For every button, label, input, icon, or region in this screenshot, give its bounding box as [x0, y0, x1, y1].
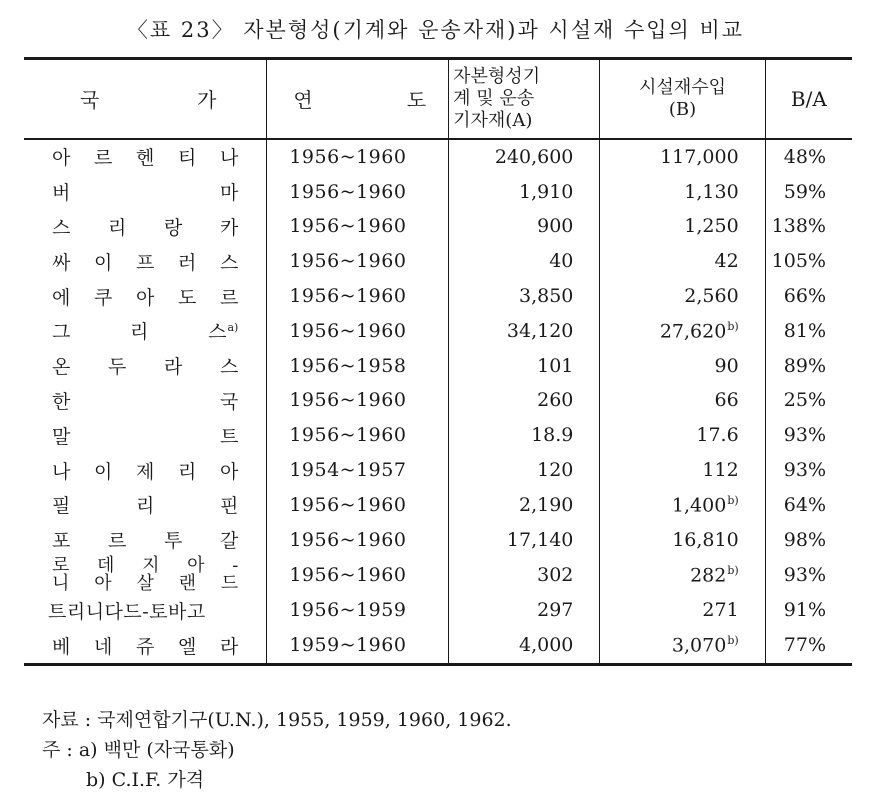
country-char: 도: [177, 286, 197, 309]
year-cell: 1956~1960: [267, 244, 449, 279]
table-row: [24, 453, 852, 488]
country-char: 말: [52, 425, 71, 448]
country-cell: [24, 628, 267, 664]
ratio-cell: 64%: [765, 487, 852, 522]
country-char: 필: [52, 495, 71, 518]
table-row: [24, 557, 852, 593]
country-char: 이: [93, 251, 113, 274]
equipment-import-value: 282: [690, 564, 727, 587]
equipment-import-cell: [600, 487, 765, 522]
country-char: 갈: [219, 530, 239, 553]
table-row: [24, 313, 852, 348]
equipment-import-value: 17.6: [696, 424, 739, 447]
country-char: 스: [219, 356, 239, 379]
equipment-import-value: 2,560: [684, 285, 739, 308]
header-country: [24, 59, 267, 139]
country-char: 르: [219, 286, 239, 309]
country-cell: [24, 557, 267, 593]
table-row: [24, 279, 852, 314]
country-cell: [24, 487, 267, 522]
country-cell: [24, 209, 267, 244]
year-cell: 1956~1960: [267, 557, 449, 593]
header-country-char: 국: [80, 88, 100, 113]
header-col-a-line: 자본형성기: [453, 65, 541, 87]
country-char: 온: [52, 356, 71, 379]
year-cell: 1959~1960: [267, 628, 449, 664]
country-char: 버: [52, 182, 71, 205]
country-char: 트: [219, 425, 239, 448]
year-cell: 1956~1960: [267, 522, 449, 557]
country-cell: [24, 174, 267, 209]
ratio-cell: 66%: [765, 279, 852, 314]
country-char: 네: [93, 635, 113, 658]
ratio-cell: 93%: [765, 453, 852, 488]
country-char: 랜: [178, 573, 197, 595]
ratio-cell: 93%: [765, 557, 852, 593]
ratio-cell: 138%: [765, 209, 852, 244]
country-cell: [24, 383, 267, 418]
country-char: 나: [219, 147, 239, 170]
country-char: 아: [52, 147, 71, 170]
equipment-import-cell: [600, 453, 765, 488]
country-char: 스: [52, 216, 71, 239]
table-row: [24, 209, 852, 244]
country-cell: [24, 593, 267, 628]
header-col-b-line: 시설재수입: [639, 76, 726, 98]
header-row: [24, 59, 852, 139]
country-cell: [24, 453, 267, 488]
equipment-import-cell: [600, 348, 765, 383]
header-country-char: 가: [196, 88, 217, 113]
country-char: 드: [220, 573, 239, 595]
year-cell: 1956~1960: [267, 174, 449, 209]
header-ratio-label: B/A: [790, 86, 827, 111]
country-char: 지: [142, 555, 160, 577]
equipment-import-value: 27,620: [659, 320, 727, 343]
year-cell: 1956~1960: [267, 209, 449, 244]
country-char: 리: [177, 460, 197, 483]
country-char: 데: [97, 555, 115, 577]
table-title: 〈표 23〉 자본형성(기계와 운송자재)과 시설재 수입의 비교: [126, 18, 745, 42]
country-char: 리: [107, 216, 127, 239]
country-name: 트리니다드-토바고: [48, 600, 206, 623]
capital-formation-cell: 18.9: [449, 418, 600, 453]
header-col-b-line: (B): [668, 98, 697, 120]
country-cell: [24, 244, 267, 279]
year-cell: 1956~1960: [267, 279, 449, 314]
capital-formation-cell: 120: [449, 453, 600, 488]
country-char: 두: [107, 356, 127, 379]
country-char: -: [232, 555, 239, 577]
country-char: 아: [94, 573, 112, 595]
country-char: 핀: [219, 495, 239, 518]
country-char: 쥬: [135, 635, 155, 658]
footnote-marker: a): [227, 321, 239, 335]
equipment-import-value: 271: [702, 599, 739, 622]
table-row: [24, 593, 852, 628]
country-char: 베: [52, 635, 71, 658]
year-cell: 1956~1958: [267, 348, 449, 383]
header-col-a-line: 기자재(A): [453, 109, 533, 131]
ratio-cell: 25%: [765, 383, 852, 418]
country-char: 마: [219, 182, 239, 205]
country-char: 르: [93, 147, 113, 170]
equipment-import-cell: [600, 313, 765, 348]
ratio-cell: 91%: [765, 593, 852, 628]
ratio-cell: 105%: [765, 244, 852, 279]
table-row: [24, 487, 852, 522]
equipment-import-cell: [600, 593, 765, 628]
table-body: [24, 139, 852, 665]
capital-formation-cell: 40: [449, 244, 600, 279]
equipment-import-value: 66: [714, 389, 739, 412]
equipment-import-cell: [600, 418, 765, 453]
capital-formation-cell: 3,850: [449, 279, 600, 314]
ratio-cell: 93%: [765, 418, 852, 453]
header-col-a-line: 계 및 운송: [453, 87, 535, 109]
country-char: 러: [177, 251, 197, 274]
equipment-import-value: 1,130: [684, 180, 739, 203]
equipment-import-value: 117,000: [660, 145, 739, 168]
equipment-import-cell: [600, 174, 765, 209]
capital-formation-cell: 302: [449, 557, 600, 593]
equipment-import-value: 16,810: [672, 528, 739, 551]
year-cell: 1956~1960: [267, 313, 449, 348]
country-cell: [24, 279, 267, 314]
table-row: [24, 244, 852, 279]
note-b: b) C.I.F. 가격: [86, 769, 205, 791]
equipment-import-cell: [600, 557, 765, 593]
capital-formation-cell: 297: [449, 593, 600, 628]
country-char: 엘: [177, 635, 197, 658]
country-char: 쿠: [93, 286, 113, 309]
country-char: 포: [52, 530, 71, 553]
table-row: [24, 418, 852, 453]
capital-formation-cell: 34,120: [449, 313, 600, 348]
capital-formation-cell: 17,140: [449, 522, 600, 557]
footnote-marker: b): [727, 634, 739, 648]
country-char: 투: [163, 530, 183, 553]
year-cell: 1956~1960: [267, 383, 449, 418]
year-cell: 1956~1959: [267, 593, 449, 628]
table-row: [24, 174, 852, 209]
year-cell: 1956~1960: [267, 418, 449, 453]
capital-formation-cell: 240,600: [449, 139, 600, 175]
equipment-import-value: 42: [714, 250, 739, 273]
country-char: 나: [52, 460, 71, 483]
year-cell: 1954~1957: [267, 453, 449, 488]
country-cell: [24, 348, 267, 383]
table-row: [24, 628, 852, 664]
equipment-import-value: 90: [714, 354, 739, 377]
country-char: 에: [52, 286, 71, 309]
country-char: 라: [163, 356, 183, 379]
equipment-import-cell: [600, 522, 765, 557]
country-char: 헨: [135, 147, 155, 170]
country-cell: [24, 418, 267, 453]
ratio-cell: 81%: [765, 313, 852, 348]
ratio-cell: 89%: [765, 348, 852, 383]
ratio-cell: 59%: [765, 174, 852, 209]
country-char: 로: [52, 555, 70, 577]
country-char: 라: [219, 635, 239, 658]
country-cell: [24, 522, 267, 557]
table-row: [24, 348, 852, 383]
country-char: 카: [219, 216, 239, 239]
country-char: 리: [130, 321, 149, 344]
country-char: 프: [135, 251, 155, 274]
source-note: 자료 : 국제연합기구(U.N.), 1955, 1959, 1960, 1962.: [42, 709, 512, 731]
header-year-char: 도: [406, 88, 427, 113]
equipment-import-cell: [600, 139, 765, 175]
equipment-import-value: 3,070: [671, 634, 727, 657]
header-year-char: 연: [293, 88, 313, 113]
country-char: 아: [219, 460, 239, 483]
year-cell: 1956~1960: [267, 139, 449, 175]
country-char: 티: [177, 147, 197, 170]
country-char: 한: [52, 390, 71, 413]
equipment-import-cell: [600, 209, 765, 244]
country-char: 살: [136, 573, 154, 595]
country-char: 아: [135, 286, 155, 309]
country-char-with-note: [208, 317, 238, 344]
table-row: [24, 139, 852, 175]
footnote-marker: b): [727, 493, 739, 507]
equipment-import-value: 1,250: [684, 215, 739, 238]
country-cell: [24, 313, 267, 348]
ratio-cell: 48%: [765, 139, 852, 175]
header-year: [267, 59, 449, 139]
country-char: 스: [219, 251, 239, 274]
country-char: 이: [93, 460, 113, 483]
ratio-cell: 77%: [765, 628, 852, 664]
year-cell: 1956~1960: [267, 487, 449, 522]
equipment-import-cell: [600, 628, 765, 664]
capital-formation-cell: 4,000: [449, 628, 600, 664]
capital-formation-cell: 260: [449, 383, 600, 418]
country-char: 니: [52, 573, 70, 595]
capital-formation-cell: 2,190: [449, 487, 600, 522]
country-char: 스: [208, 321, 227, 344]
country-cell: [24, 139, 267, 175]
footnote-marker: b): [727, 319, 739, 333]
country-char: 리: [135, 495, 155, 518]
country-char: 아: [187, 555, 205, 577]
country-char: 그: [52, 321, 71, 344]
footnotes: [42, 705, 512, 795]
capital-formation-cell: 900: [449, 209, 600, 244]
header-col-b: [600, 59, 765, 139]
equipment-import-value: 112: [702, 459, 739, 482]
note-a: 주 : a) 백만 (자국통화): [42, 739, 235, 761]
country-char: 르: [107, 530, 127, 553]
header-col-a: [449, 59, 600, 139]
country-char: 싸: [52, 251, 71, 274]
equipment-import-cell: [600, 279, 765, 314]
country-char: 제: [135, 460, 155, 483]
ratio-cell: 98%: [765, 522, 852, 557]
comparison-table: [24, 57, 852, 666]
country-char: 랑: [163, 216, 183, 239]
capital-formation-cell: 101: [449, 348, 600, 383]
table-row: [24, 522, 852, 557]
equipment-import-value: 1,400: [671, 494, 727, 517]
table-row: [24, 383, 852, 418]
country-char: 국: [219, 390, 239, 413]
footnote-marker: b): [727, 563, 739, 577]
equipment-import-cell: [600, 244, 765, 279]
equipment-import-cell: [600, 383, 765, 418]
capital-formation-cell: 1,910: [449, 174, 600, 209]
header-ratio: [765, 59, 852, 139]
